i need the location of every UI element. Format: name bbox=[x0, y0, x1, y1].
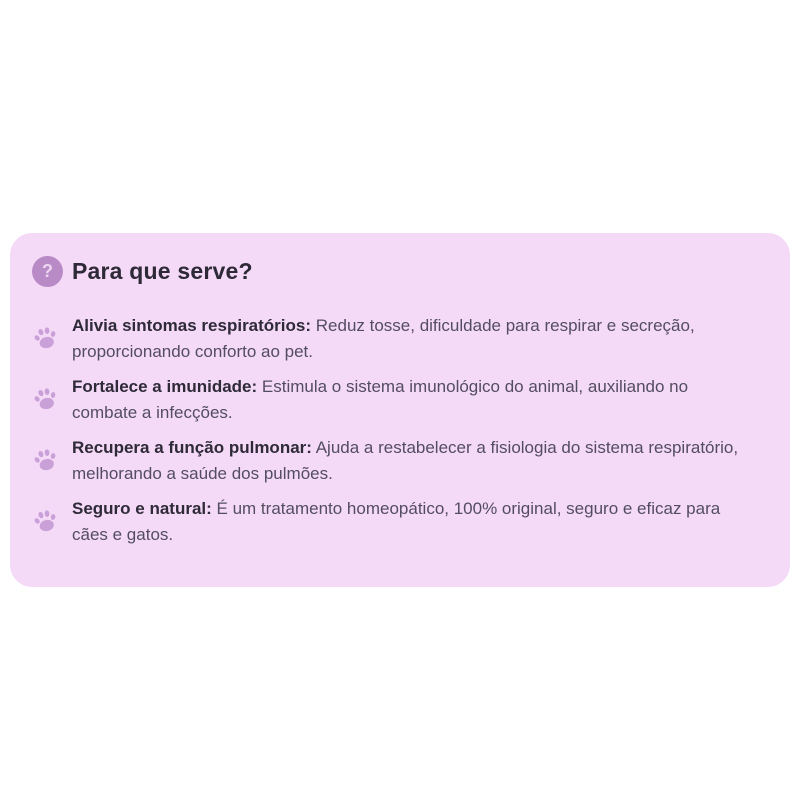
paw-icon bbox=[29, 504, 62, 537]
benefit-text bbox=[72, 313, 750, 365]
benefit-lead: Alivia sintomas respiratórios: bbox=[72, 316, 312, 335]
card-header bbox=[32, 256, 750, 287]
benefit-desc: Reduz tosse, dificuldade para respirar e secreção, proporcionando conforto ao pet. bbox=[72, 316, 695, 361]
benefit-item bbox=[32, 313, 750, 365]
benefit-lead: Fortalece a imunidade: bbox=[72, 377, 258, 396]
benefit-desc: Ajuda a restabelecer a fisiologia do sistema respiratório, melhorando a saúde dos pulmões. bbox=[72, 438, 739, 483]
paw-icon bbox=[29, 321, 62, 354]
benefit-desc: Estimula o sistema imunológico do animal, auxiliando no combate a infecções. bbox=[72, 377, 689, 422]
benefit-item bbox=[32, 496, 750, 548]
benefits-card bbox=[10, 233, 790, 587]
benefit-text bbox=[72, 496, 750, 548]
question-mark-glyph: ? bbox=[42, 260, 53, 281]
benefit-desc: É um tratamento homeopático, 100% original, seguro e eficaz para cães e gatos. bbox=[72, 499, 721, 544]
benefit-lead: Seguro e natural: bbox=[72, 499, 212, 518]
paw-icon bbox=[29, 382, 62, 415]
benefit-text bbox=[72, 435, 750, 487]
benefit-item bbox=[32, 435, 750, 487]
question-mark-icon bbox=[32, 256, 63, 287]
benefit-list bbox=[32, 313, 750, 548]
benefit-lead: Recupera a função pulmonar: bbox=[72, 438, 312, 457]
benefit-item bbox=[32, 374, 750, 426]
section-title: Para que serve? bbox=[72, 258, 253, 284]
benefit-text bbox=[72, 374, 750, 426]
paw-icon bbox=[29, 443, 62, 476]
